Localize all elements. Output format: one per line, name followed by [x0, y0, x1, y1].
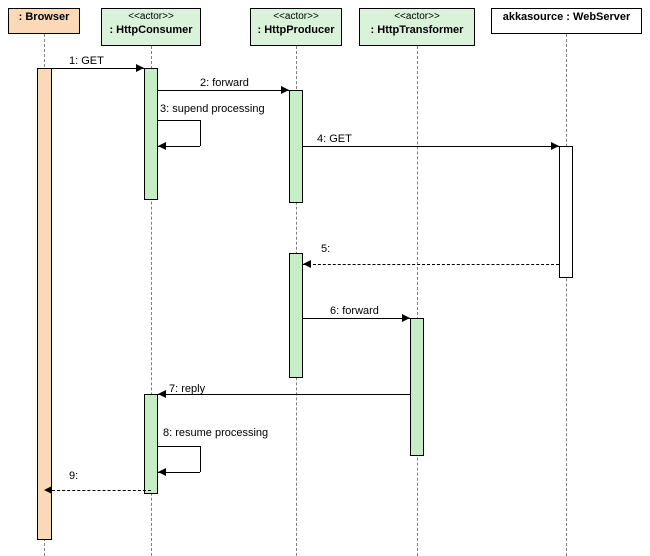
lifeline-label-httpconsumer: : HttpConsumer	[109, 23, 193, 36]
activation-bar-httpconsumer-2	[144, 394, 158, 494]
lifeline-label-webserver: akkasource : WebServer	[502, 11, 631, 23]
lifeline-head-browser[interactable]	[8, 8, 80, 34]
lifeline-stereotype-httpconsumer: <<actor>>	[128, 11, 174, 22]
message-line-6[interactable]	[303, 318, 410, 319]
message-arrowhead-2	[281, 86, 289, 94]
message-label-5: 5:	[321, 243, 331, 255]
message-line-1[interactable]	[52, 68, 144, 69]
lifeline-label-browser: : Browser	[18, 11, 70, 23]
lifeline-head-webserver[interactable]	[491, 8, 642, 34]
message-line-8-top[interactable]	[158, 446, 200, 447]
lifeline-label-httpproducer: : HttpProducer	[257, 23, 335, 36]
activation-bar-httpproducer-2	[289, 253, 303, 378]
lifeline-stereotype-httptransformer: <<actor>>	[394, 11, 440, 22]
lifeline-dash-httptransformer	[417, 46, 418, 556]
lifeline-head-httptransformer[interactable]	[359, 8, 475, 46]
message-line-8-side	[200, 446, 201, 472]
activation-bar-httpconsumer-1	[144, 68, 158, 200]
message-label-6: 6: forward	[330, 305, 379, 317]
lifeline-dash-webserver	[566, 34, 567, 556]
lifeline-label-httptransformer: : HttpTransformer	[370, 23, 464, 36]
message-arrowhead-8	[158, 468, 166, 476]
message-line-4[interactable]	[303, 146, 559, 147]
message-label-7: 7: reply	[169, 383, 206, 395]
message-label-4: 4: GET	[317, 133, 352, 145]
activation-bar-httpproducer-1	[289, 90, 303, 203]
message-line-3-side	[200, 120, 201, 146]
message-line-3-top[interactable]	[158, 120, 200, 121]
message-arrowhead-4	[551, 142, 559, 150]
message-label-1: 1: GET	[69, 55, 104, 67]
message-label-2: 2: forward	[200, 77, 249, 89]
message-arrowhead-9	[44, 486, 52, 494]
message-line-5[interactable]	[303, 264, 559, 265]
message-arrowhead-5	[303, 260, 311, 268]
message-line-9[interactable]	[52, 490, 151, 491]
message-line-2[interactable]	[158, 90, 289, 91]
lifeline-head-httpconsumer[interactable]	[101, 8, 201, 46]
message-arrowhead-7	[158, 390, 166, 398]
message-arrowhead-3	[158, 142, 166, 150]
activation-bar-browser	[37, 68, 52, 540]
message-label-9: 9:	[69, 470, 79, 482]
activation-bar-webserver-1	[559, 146, 573, 278]
lifeline-stereotype-httpproducer: <<actor>>	[273, 11, 319, 22]
message-arrowhead-1	[136, 64, 144, 72]
message-label-3: 3: supend processing	[160, 103, 265, 115]
message-arrowhead-6	[402, 314, 410, 322]
message-label-8: 8: resume processing	[163, 427, 269, 439]
lifeline-head-httpproducer[interactable]	[250, 8, 342, 46]
activation-bar-httptransformer-1	[410, 318, 424, 456]
